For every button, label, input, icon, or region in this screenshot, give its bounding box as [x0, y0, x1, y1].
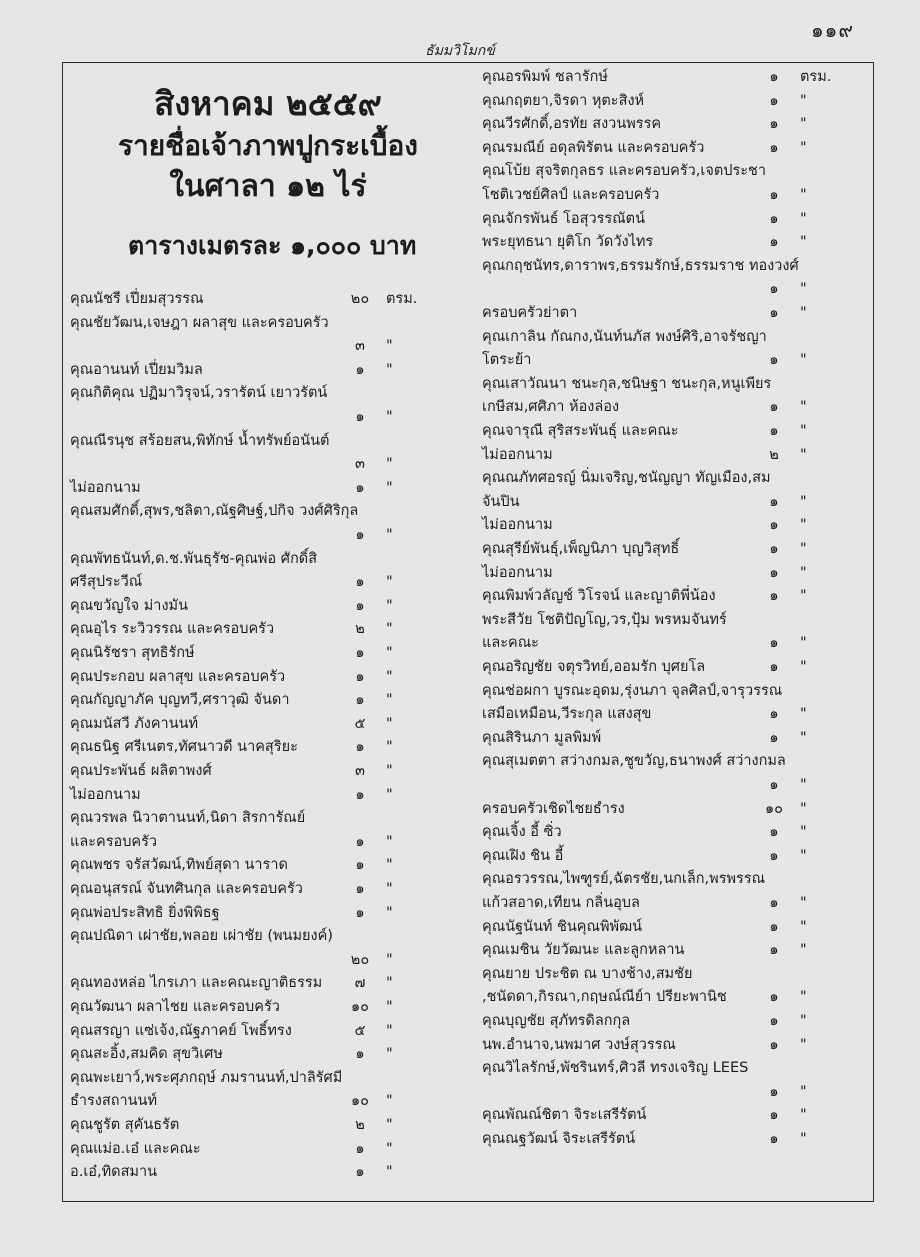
- title-location: ในศาลา ๑๒ ไร่: [169, 169, 367, 204]
- donor-name: คุณวัฒนา ผลาไชย และครอบครัว: [70, 999, 280, 1015]
- donor-amount: ๑: [355, 739, 365, 756]
- donor-row: [70, 1043, 472, 1066]
- donor-amount: ๑: [769, 635, 779, 652]
- donor-name: ไม่ออกนาม: [482, 564, 553, 581]
- donor-row: [70, 925, 472, 948]
- donor-amount: ๑: [355, 409, 365, 425]
- donor-name: คุณณภัทศอรญ์ นิ่มเจริญ,ชนัญญา ทัญเมือง,สม: [482, 470, 771, 487]
- donor-name: คุณธนิฐ ศรีเนตร,ทัศนาวดี นาคสุริยะ: [70, 739, 298, 756]
- donor-amount: ๑: [769, 116, 779, 133]
- donor-unit: ": [800, 800, 807, 817]
- donor-name: คุณอนุสรณ์ จันทศินกุล และครอบครัว: [70, 881, 303, 897]
- donor-unit: ": [800, 1107, 807, 1124]
- donor-name: นพ.อำนาจ,นพมาศ วงษ์สุวรรณ: [482, 1036, 676, 1053]
- donor-name: คุณวีรศักดิ์,อรทัย สงวนพรรค: [482, 116, 662, 133]
- donor-row: [482, 939, 874, 962]
- donor-unit: ": [800, 352, 807, 369]
- donor-row: [482, 798, 874, 821]
- title-heading: รายชื่อเจ้าภาพปูกระเบื้อง: [118, 129, 418, 162]
- running-head: ธัมมวิโมกข์: [425, 43, 495, 59]
- donor-row: [482, 349, 874, 372]
- donor-unit: ": [386, 409, 393, 425]
- donor-unit: ": [386, 645, 393, 661]
- donor-row: [70, 902, 472, 925]
- donor-unit: ": [386, 951, 393, 968]
- donor-unit: ": [800, 777, 807, 793]
- donor-name: คุณกัญญาภัค บุญทวี,ศราวุฒิ จันดา: [70, 692, 290, 709]
- donor-unit: ": [800, 847, 807, 864]
- donor-name: ครอบครัวย่าตา: [482, 305, 578, 321]
- donor-name: คุณกิติคุณ ปฏิมาวิรุจน์,วรารัตน์ เยาวรัตน์: [70, 385, 328, 402]
- donor-amount: ๑: [769, 139, 779, 156]
- donor-unit: ": [386, 479, 393, 496]
- donor-amount: ๑: [355, 786, 365, 803]
- donor-row: [70, 831, 472, 854]
- donor-row: [482, 90, 874, 113]
- donor-amount: ๑๐: [350, 999, 370, 1015]
- donor-amount: ๑: [355, 857, 365, 874]
- donor-name: คุณพ่อประสิทธิ ยิ่งพิพิธฐ: [70, 904, 220, 921]
- donor-amount: ๑: [355, 1140, 365, 1157]
- donor-row: [482, 444, 874, 467]
- donor-amount: ๑: [355, 904, 365, 921]
- donor-amount: ๑: [355, 1164, 365, 1181]
- donor-unit: ตรม.: [386, 291, 418, 307]
- donor-unit: ": [386, 1022, 393, 1039]
- donor-amount: ๑: [769, 942, 779, 959]
- donor-unit: ": [386, 1117, 393, 1133]
- donor-name: คุณชูรัต สุคันธรัต: [70, 1117, 180, 1133]
- donor-row: [482, 916, 874, 939]
- donor-row: [70, 359, 472, 382]
- donor-name: คุณประกอบ ผลาสุข และครอบครัว: [70, 668, 286, 685]
- donor-unit: ": [386, 574, 393, 591]
- donor-amount: ๑: [769, 847, 779, 864]
- donor-unit: ": [386, 621, 393, 638]
- donor-name: และครอบครัว: [70, 833, 158, 850]
- donor-amount: ๑: [769, 588, 779, 605]
- donor-unit: ": [386, 715, 393, 732]
- donor-unit: ": [386, 904, 393, 921]
- donor-name: คุณพิมพ์วลัญช์ วิโรจน์ และญาติพี่น้อง: [482, 588, 716, 605]
- donor-row: [70, 335, 472, 358]
- donor-row: [482, 491, 874, 514]
- donor-amount: ๑: [355, 1046, 365, 1063]
- donor-amount: ๕: [354, 715, 366, 732]
- title-date: สิงหาคม ๒๕๕๙: [154, 84, 382, 123]
- donor-name: คุณพะเยาว์,พระศุภกฤษ์ ภมรานนท์,ปาลิรัศมี: [70, 1069, 343, 1086]
- donor-row: [482, 66, 874, 89]
- donor-name: คุณพชร จรัสวัฒน์,ทิพย์สุดา นาราด: [70, 857, 288, 874]
- donor-row: [482, 467, 874, 490]
- donor-row: [482, 255, 874, 278]
- donor-row: [482, 1034, 874, 1057]
- donor-unit: ": [386, 763, 393, 779]
- donor-unit: ": [800, 895, 807, 911]
- donor-amount: ๒: [769, 446, 779, 463]
- donor-name: คุณนัฐนันท์ ชินคุณพิพัฒน์: [482, 918, 643, 935]
- donor-unit: ": [386, 833, 393, 850]
- donor-name: ไม่ออกนาม: [482, 446, 553, 463]
- donor-row: [482, 986, 874, 1009]
- donor-unit: ": [800, 234, 807, 251]
- donor-unit: ": [800, 541, 807, 557]
- page-number: ๑๑๙: [810, 18, 854, 42]
- donor-row: [70, 666, 472, 689]
- donor-unit: ": [800, 305, 807, 321]
- donor-row: [482, 632, 874, 655]
- donor-row: [70, 736, 472, 759]
- donor-name: คุณจักรพันธ์ โอสุวรรณัตน์: [482, 210, 645, 227]
- donor-name: เสมือเหมือน,วีระกุล แสงสุข: [482, 706, 652, 723]
- donor-amount: ๑: [769, 989, 779, 1006]
- donor-amount: ๑: [355, 479, 365, 496]
- donor-name: คุณแม่อ.เอ๋ และคณะ: [70, 1140, 201, 1157]
- donor-row: [482, 1128, 874, 1151]
- donor-unit: ตรม.: [800, 69, 832, 85]
- donor-amount: ๑: [769, 493, 779, 510]
- donor-name: คุณวิไลรักษ์,พัชรินทร์,ศิวลี ทรงเจริญ LEES: [482, 1060, 749, 1077]
- donor-row: [482, 184, 874, 207]
- donor-row: [70, 406, 472, 429]
- donor-unit: ": [800, 942, 807, 959]
- donor-amount: ๑: [355, 527, 365, 543]
- donor-row: [70, 1090, 472, 1113]
- donor-amount: ๑: [769, 1131, 779, 1147]
- donor-unit: ": [386, 361, 393, 378]
- donor-row: [70, 784, 472, 807]
- donor-row: [482, 208, 874, 231]
- donor-amount: ๑: [769, 281, 779, 298]
- donor-name: และคณะ: [482, 635, 539, 652]
- donor-name: พระยุทธนา ยุติโก วัดวังไทร: [482, 234, 654, 251]
- donor-name: อ.เอ๋,ทิดสมาน: [70, 1164, 158, 1181]
- donor-name: โชติเวชย์ศิลป์ และครอบครัว: [482, 187, 660, 203]
- donor-name: ธำรงสถานนท์: [70, 1093, 158, 1110]
- donor-unit: ": [386, 1140, 393, 1157]
- donor-name: คุณเสาวัณนา ชนะกุล,ชนิษฐา ชนะกุล,หนูเพียร: [482, 375, 772, 392]
- title-block: [68, 82, 468, 208]
- donor-row: [482, 396, 874, 419]
- donor-row: [482, 113, 874, 136]
- donor-name: คุณขวัญใจ ม่างมัน: [70, 597, 188, 614]
- donor-name: ครอบครัวเชิดไชยธำรง: [482, 800, 625, 817]
- donor-unit: ": [800, 493, 807, 510]
- donor-row: [70, 288, 472, 311]
- donor-name: คุณสรญา แซ่เจ้ง,ณัฐภาคย์ โพธิ์ทรง: [70, 1022, 292, 1039]
- donor-amount: ๑: [769, 352, 779, 369]
- donor-amount: ๑๐: [350, 1093, 370, 1110]
- donor-name: คุณบุญชัย สุภัทรดิลกกุล: [482, 1013, 631, 1029]
- donor-name: คุณทองหล่อ ไกรเภา และคณะญาติธรรม: [70, 975, 323, 992]
- donor-amount: ๗: [354, 975, 366, 992]
- donor-row: [482, 609, 874, 632]
- donor-unit: ": [386, 881, 393, 897]
- donor-row: [482, 538, 874, 561]
- donor-row: [70, 949, 472, 972]
- donor-row: [482, 562, 874, 585]
- donor-name: คุณเจิ้ง อี้ ซิ่ว: [482, 824, 562, 841]
- donor-unit: ": [386, 1046, 393, 1063]
- donor-row: [482, 160, 874, 183]
- donor-unit: ": [386, 692, 393, 709]
- donor-unit: ": [386, 1164, 393, 1181]
- donor-name: คุณพัทธนันท์,ด.ช.พันธุรัช-คุณพ่อ ศักดิ์สิ: [70, 550, 318, 567]
- donor-unit: ": [800, 1013, 807, 1029]
- donor-amount: ๑: [769, 1013, 779, 1029]
- donor-unit: ": [800, 564, 807, 581]
- donor-row: [70, 1067, 472, 1090]
- donor-amount: ๑๐: [764, 800, 784, 817]
- donor-amount: ๑: [769, 305, 779, 321]
- donor-amount: ๑: [769, 423, 779, 439]
- donor-row: [482, 868, 874, 891]
- donor-name: คุณอานนท์ เปี่ยมวิมล: [70, 361, 203, 378]
- donor-unit: ": [800, 729, 807, 746]
- donor-name: คุณเฝิง ชิน อี้: [482, 847, 564, 864]
- donor-amount: ๒: [355, 1117, 365, 1133]
- donor-row: [70, 453, 472, 476]
- donor-name: คุณช่อผกา บูรณะอุดม,รุ่งนภา จุลศิลป์,จารุวรรณ: [482, 682, 783, 699]
- donor-amount: ๑: [769, 564, 779, 581]
- donor-unit: ": [800, 588, 807, 605]
- donor-row: [482, 656, 874, 679]
- donor-row: [70, 713, 472, 736]
- donor-unit: ": [800, 399, 807, 416]
- donor-row: [70, 807, 472, 830]
- donor-name: คุณณฐวัฒน์ จิระเสรีรัตน์: [482, 1131, 636, 1147]
- donor-amount: ๑: [355, 833, 365, 850]
- donor-name: คุณอุไร ระวิวรรณ และครอบครัว: [70, 621, 275, 638]
- donor-row: [482, 1081, 874, 1104]
- donor-amount: ๑: [355, 692, 365, 709]
- donor-row: [482, 1057, 874, 1080]
- donor-unit: ": [800, 423, 807, 439]
- donor-name: ศรีสุประวีณ์: [70, 574, 143, 591]
- donor-row: [70, 500, 472, 523]
- donor-row: [482, 727, 874, 750]
- donor-name: คุณยาย ประชิต ณ บางช้าง,สมชัย: [482, 965, 693, 982]
- donor-unit: ": [386, 857, 393, 874]
- donor-unit: ": [386, 456, 393, 473]
- donor-row: [482, 302, 874, 325]
- donor-amount: ๑: [769, 1036, 779, 1053]
- donor-amount: ๑: [769, 234, 779, 251]
- donor-row: [70, 1020, 472, 1043]
- donor-amount: ๑: [769, 1083, 779, 1100]
- donor-row: [70, 430, 472, 453]
- donor-unit: ": [800, 517, 807, 534]
- donor-row: [70, 312, 472, 335]
- donor-row: [70, 854, 472, 877]
- donor-amount: ๑: [769, 729, 779, 746]
- donor-row: [482, 1010, 874, 1033]
- donor-unit: ": [386, 527, 393, 543]
- donor-name: คุณจารุณี สุริสระพันธุ์ และคณะ: [482, 423, 679, 439]
- donor-row: [482, 278, 874, 301]
- donor-amount: ๓: [355, 456, 365, 473]
- donor-name: คุณอริญชัย จตุรวิทย์,ออมรัก บุศยโล: [482, 659, 706, 675]
- donor-name: คุณปณิดา เผ่าชัย,พลอย เผ่าชัย (พนมยงค์): [70, 928, 333, 945]
- donor-unit: ": [800, 1131, 807, 1147]
- donor-amount: ๑: [769, 706, 779, 723]
- donor-amount: ๑: [769, 895, 779, 911]
- donor-amount: ๓: [355, 763, 365, 779]
- donor-unit: ": [800, 824, 807, 841]
- donor-row: [482, 892, 874, 915]
- donor-unit: ": [800, 635, 807, 652]
- donor-unit: ": [800, 1083, 807, 1100]
- donor-row: [70, 1161, 472, 1184]
- donor-name: คุณรมณีย์ อดุลพิรัตน และครอบครัว: [482, 139, 705, 156]
- donor-amount: ๑: [769, 659, 779, 675]
- donor-name: คุณมนัสวี ภังคานนท์: [70, 715, 199, 732]
- donor-name: คุณสิรินภา มูลพิมพ์: [482, 729, 602, 746]
- donor-row: [482, 821, 874, 844]
- donor-unit: ": [800, 1036, 807, 1053]
- donor-name: ไม่ออกนาม: [70, 479, 141, 496]
- donor-row: [70, 571, 472, 594]
- donor-name: คุณประพันธ์ ผลิตาพงศ์: [70, 763, 212, 779]
- donor-name: คุณวรพล นิวาตานนท์,นิดา สิรการัณย์: [70, 810, 306, 827]
- donor-unit: ": [386, 975, 393, 992]
- donor-unit: ": [800, 989, 807, 1006]
- donor-amount: ๑: [355, 361, 365, 378]
- donor-row: [482, 137, 874, 160]
- donor-name: คุณกฤตยา,จิรดา หุตะสิงห์: [482, 92, 645, 109]
- donor-amount: ๑: [355, 574, 365, 591]
- donor-unit: ": [386, 999, 393, 1015]
- donor-amount: ๑: [355, 668, 365, 685]
- donor-amount: ๑: [769, 517, 779, 534]
- donor-row: [70, 595, 472, 618]
- donor-name: คุณเมชิน วัยวัฒนะ และลูกหลาน: [482, 942, 685, 959]
- donor-unit: ": [386, 786, 393, 803]
- donor-amount: ๑: [769, 777, 779, 793]
- donor-amount: ๑: [769, 1107, 779, 1124]
- donor-name: โตระย้า: [482, 352, 532, 369]
- donor-row: [70, 972, 472, 995]
- donor-unit: ": [800, 92, 807, 109]
- donor-name: คุณสมศักดิ์,สุพร,ชลิตา,ณัฐศิษฐ์,ปกิจ วงศ์ศิริกุล: [70, 503, 359, 520]
- donor-name: คุณสุเมตตา สว่างกมล,ชูขวัญ,ธนาพงศ์ สว่างกมล: [482, 753, 786, 770]
- donor-name: แก้วสอาด,เทียน กลิ่นอุบล: [482, 895, 640, 911]
- donor-amount: ๑: [769, 92, 779, 109]
- donor-name: คุณสะอิ้ง,สมคิด สุขวิเศษ: [70, 1046, 223, 1063]
- donor-name: คุณเกาลิน กัณกง,นันท์นภัส พงษ์ศิริ,อาจรัชญา: [482, 328, 767, 345]
- donor-row: [482, 774, 874, 797]
- donor-name: เกษีสม,ศศิภา ห้องล่อง: [482, 399, 620, 416]
- donor-amount: ๓: [355, 338, 365, 355]
- donor-unit: ": [800, 210, 807, 227]
- donor-unit: ": [800, 446, 807, 463]
- donor-row: [482, 963, 874, 986]
- donor-unit: ": [386, 597, 393, 614]
- donor-row: [482, 750, 874, 773]
- donor-row: [70, 760, 472, 783]
- donor-unit: ": [800, 281, 807, 298]
- donor-row: [482, 420, 874, 443]
- donor-amount: ๒๐: [350, 951, 370, 968]
- donor-row: [482, 845, 874, 868]
- donor-unit: ": [386, 338, 393, 355]
- donor-amount: ๑: [355, 597, 365, 614]
- donor-unit: ": [800, 659, 807, 675]
- donor-name: คุณนิรัชรา สุทธิรักษ์: [70, 645, 195, 661]
- donor-name: ไม่ออกนาม: [70, 786, 141, 803]
- donor-name: คุณพัณณ์ชิตา จิระเสรีรัตน์: [482, 1107, 647, 1124]
- donor-amount: ๑: [769, 918, 779, 935]
- donor-name: คุณณีรนุช สร้อยสน,พิทักษ์ น้ำทรัพย์อนันต์: [70, 432, 330, 449]
- donor-amount: ๑: [355, 881, 365, 897]
- donor-amount: ๑: [769, 187, 779, 203]
- donor-unit: ": [386, 1093, 393, 1110]
- donor-name: คุณกฤชนัทร,ดาราพร,ธรรมรักษ์,ธรรมราช ทองวงศ์: [482, 257, 799, 274]
- donor-name: พระสีวัย โชติปัญโญ,วร,ปุ้ม พรหมจันทร์: [482, 611, 727, 628]
- donor-row: [70, 1138, 472, 1161]
- donor-amount: ๑: [355, 645, 365, 661]
- donor-name: จันปิน: [482, 493, 520, 510]
- donor-row: [70, 642, 472, 665]
- donor-row: [70, 1114, 472, 1137]
- rate-heading: ตารางเมตรละ ๑,๐๐๐ บาท: [128, 231, 417, 260]
- donor-row: [482, 703, 874, 726]
- donor-unit: ": [800, 187, 807, 203]
- donor-name: คุณสุรีย์พันธุ์,เพ็ญนิภา บุญวิสุทธิ์: [482, 541, 680, 557]
- donor-unit: ": [800, 918, 807, 935]
- donor-row: [70, 477, 472, 500]
- donor-unit: ": [386, 739, 393, 756]
- donor-unit: ": [800, 706, 807, 723]
- donor-amount: ๑: [769, 541, 779, 557]
- donor-row: [70, 548, 472, 571]
- donor-row: [482, 1104, 874, 1127]
- donor-name: ไม่ออกนาม: [482, 517, 553, 534]
- donor-row: [70, 524, 472, 547]
- donor-row: [482, 326, 874, 349]
- donor-amount: ๑: [769, 824, 779, 841]
- donor-name: คุณอรพิมพ์ ชลารักษ์: [482, 69, 608, 85]
- donor-name: คุณโบ้ย สุจริตกุลธร และครอบครัว,เจตประชา: [482, 163, 767, 180]
- donor-amount: ๑: [769, 210, 779, 227]
- donor-row: [70, 878, 472, 901]
- donor-amount: ๑: [769, 69, 779, 85]
- donor-amount: ๒๐: [350, 291, 370, 307]
- donor-name: คุณนัชรี เปี่ยมสุวรรณ: [70, 291, 204, 307]
- donor-name: ,ชนัดดา,กิรณา,กฤษณ์ณีย์า ปรียะพานิช: [482, 989, 727, 1006]
- donor-amount: ๕: [354, 1022, 366, 1039]
- donor-unit: ": [800, 116, 807, 133]
- donor-amount: ๑: [769, 399, 779, 416]
- donor-row: [70, 382, 472, 405]
- donor-row: [482, 680, 874, 703]
- donor-row: [482, 231, 874, 254]
- donor-row: [70, 618, 472, 641]
- donor-row: [482, 373, 874, 396]
- donor-name: คุณชัยวัฒน,เจษฎา ผลาสุข และครอบครัว: [70, 314, 329, 331]
- donor-row: [70, 996, 472, 1019]
- donor-row: [482, 514, 874, 537]
- donor-name: คุณอรวรรณ,ไพฑูรย์,ฉัตรชัย,นกเล็ก,พรพรรณ: [482, 871, 766, 888]
- donor-amount: ๒: [355, 621, 365, 638]
- donor-row: [482, 585, 874, 608]
- donor-row: [70, 689, 472, 712]
- donor-unit: ": [800, 139, 807, 156]
- donor-unit: ": [386, 668, 393, 685]
